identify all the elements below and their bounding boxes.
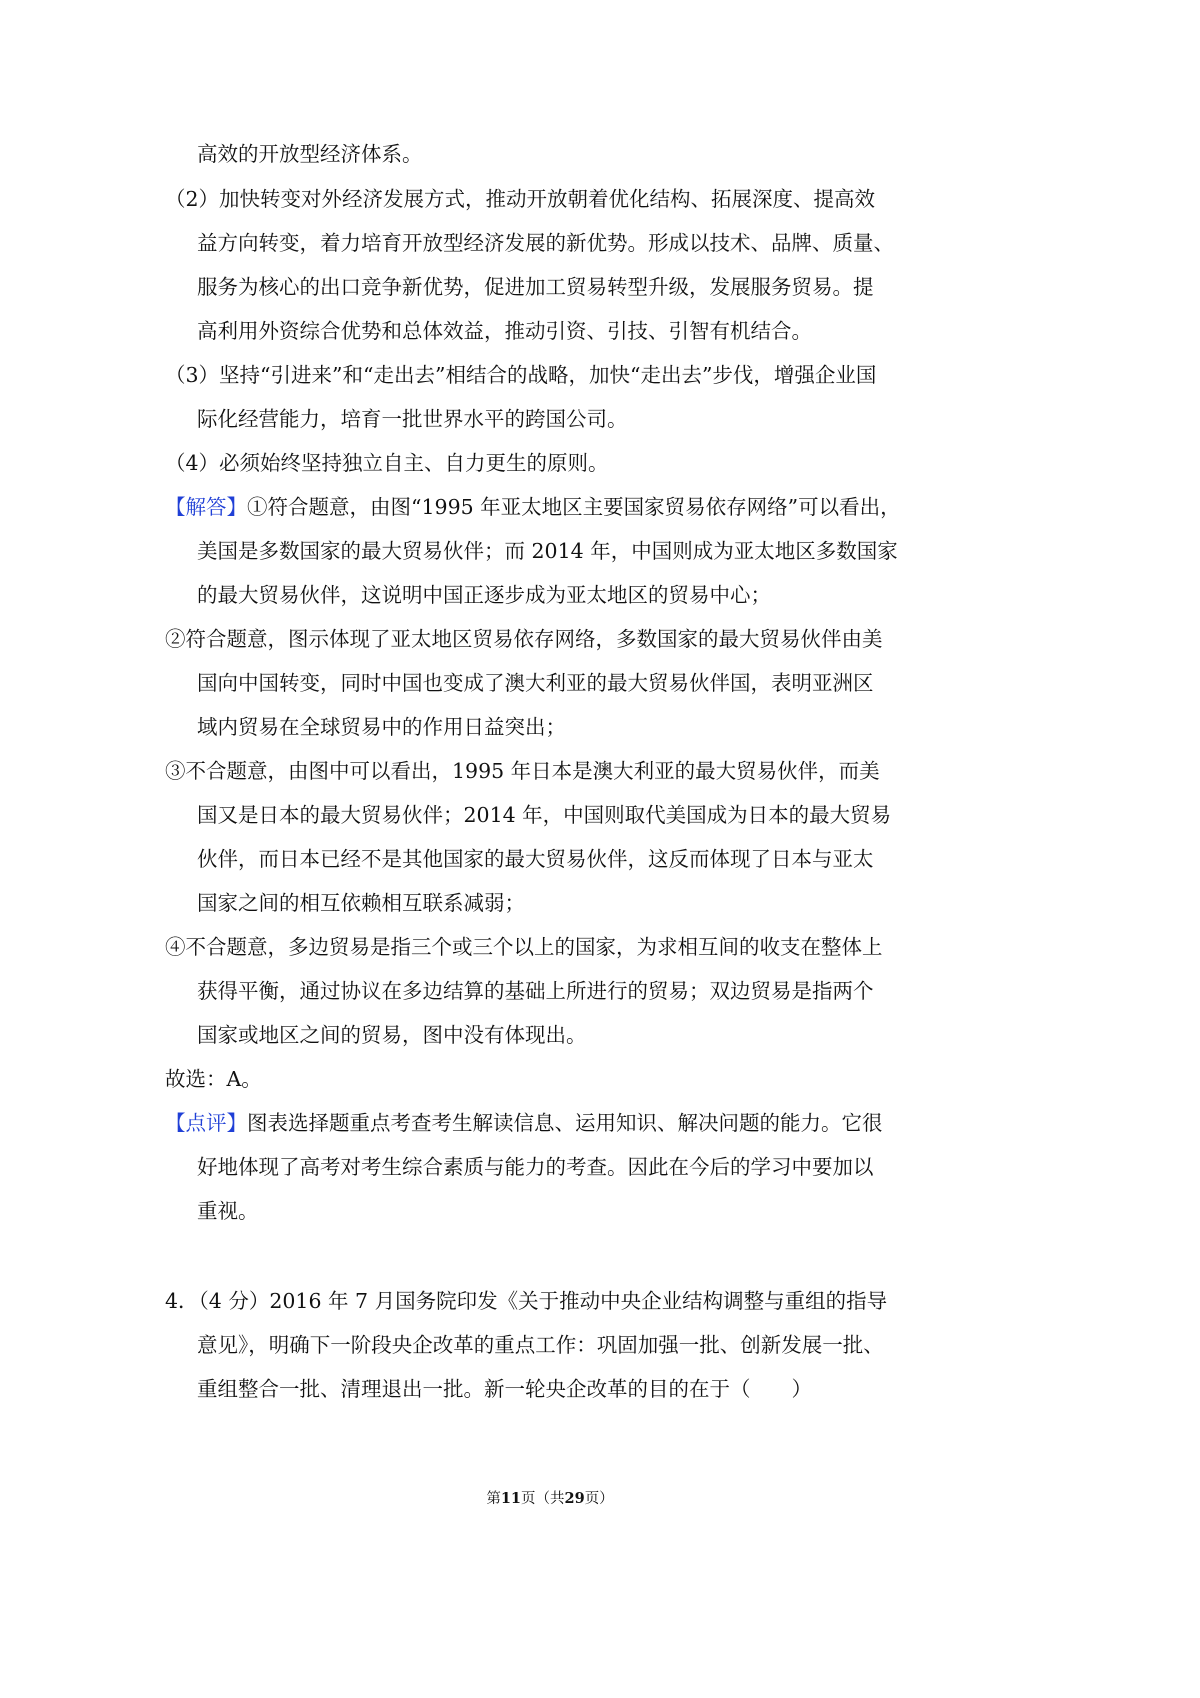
comment-tag: 【点评】 bbox=[165, 1111, 247, 1135]
point-2-line-3: 域内贸易在全球贸易中的作用日益突出； bbox=[197, 715, 566, 739]
answer-tag: 【解答】 bbox=[165, 495, 247, 519]
text-line: 高效的开放型经济体系。 bbox=[197, 142, 423, 166]
item-4-line-1: （4）必须始终坚持独立自主、自力更生的原则。 bbox=[165, 451, 609, 475]
comment-line-3: 重视。 bbox=[197, 1199, 259, 1223]
answer-choice: 故选：A。 bbox=[165, 1067, 262, 1091]
point-4-line-3: 国家或地区之间的贸易，图中没有体现出。 bbox=[197, 1023, 587, 1047]
point-2-line-1: ②符合题意，图示体现了亚太地区贸易依存网络，多数国家的最大贸易伙伴由美 bbox=[165, 627, 883, 651]
page-footer bbox=[0, 1489, 1100, 1509]
question-4-line-2: 意见》，明确下一阶段央企改革的重点工作：巩固加强一批、创新发展一批、 bbox=[197, 1333, 884, 1357]
footer-suffix: 页） bbox=[584, 1491, 614, 1507]
point-3-line-4: 国家之间的相互依赖相互联系减弱； bbox=[197, 891, 525, 915]
answer-line-3: 的最大贸易伙伴，这说明中国正逐步成为亚太地区的贸易中心； bbox=[197, 583, 771, 607]
point-3-line-3: 伙伴，而日本已经不是其他国家的最大贸易伙伴，这反而体现了日本与亚太 bbox=[197, 847, 874, 871]
point-2-line-2: 国向中国转变，同时中国也变成了澳大利亚的最大贸易伙伴国，表明亚洲区 bbox=[197, 671, 874, 695]
footer-middle: 页（共 bbox=[521, 1491, 565, 1507]
answer-text: ①符合题意，由图“1995 年亚太地区主要国家贸易依存网络”可以看出， bbox=[247, 495, 901, 519]
point-4-line-1: ④不合题意，多边贸易是指三个或三个以上的国家，为求相互间的收支在整体上 bbox=[165, 935, 883, 959]
comment-text: 图表选择题重点考查考生解读信息、运用知识、解决问题的能力。它很 bbox=[247, 1111, 883, 1135]
item-2-line-3: 服务为核心的出口竞争新优势，促进加工贸易转型升级，发展服务贸易。提 bbox=[197, 275, 874, 299]
point-4-line-2: 获得平衡，通过协议在多边结算的基础上所进行的贸易；双边贸易是指两个 bbox=[197, 979, 874, 1003]
item-2-line-1: （2）加快转变对外经济发展方式，推动开放朝着优化结构、拓展深度、提高效 bbox=[165, 187, 876, 211]
comment-line-1 bbox=[165, 1108, 883, 1138]
comment-line-2: 好地体现了高考对考生综合素质与能力的考查。因此在今后的学习中要加以 bbox=[197, 1155, 874, 1179]
point-3-line-2: 国又是日本的最大贸易伙伴；2014 年，中国则取代美国成为日本的最大贸易 bbox=[197, 803, 892, 827]
footer-total-pages: 29 bbox=[564, 1490, 585, 1507]
footer-page-number: 11 bbox=[500, 1490, 521, 1507]
answer-line-1 bbox=[165, 492, 901, 522]
item-2-line-4: 高利用外资综合优势和总体效益，推动引资、引技、引智有机结合。 bbox=[197, 319, 812, 343]
item-3-line-2: 际化经营能力，培育一批世界水平的跨国公司。 bbox=[197, 407, 628, 431]
answer-line-2: 美国是多数国家的最大贸易伙伴；而 2014 年，中国则成为亚太地区多数国家 bbox=[197, 539, 898, 563]
item-2-line-2: 益方向转变，着力培育开放型经济发展的新优势。形成以技术、品牌、质量、 bbox=[197, 231, 894, 255]
question-4-line-3: 重组整合一批、清理退出一批。新一轮央企改革的目的在于（ ） bbox=[197, 1377, 812, 1401]
footer-prefix: 第 bbox=[486, 1491, 501, 1507]
item-3-line-1: （3）坚持“引进来”和“走出去”相结合的战略，加快“走出去”步伐，增强企业国 bbox=[165, 363, 877, 387]
question-4-line-1: 4．（4 分）2016 年 7 月国务院印发《关于推动中央企业结构调整与重组的指导 bbox=[165, 1289, 888, 1313]
point-3-line-1: ③不合题意，由图中可以看出，1995 年日本是澳大利亚的最大贸易伙伴，而美 bbox=[165, 759, 880, 783]
